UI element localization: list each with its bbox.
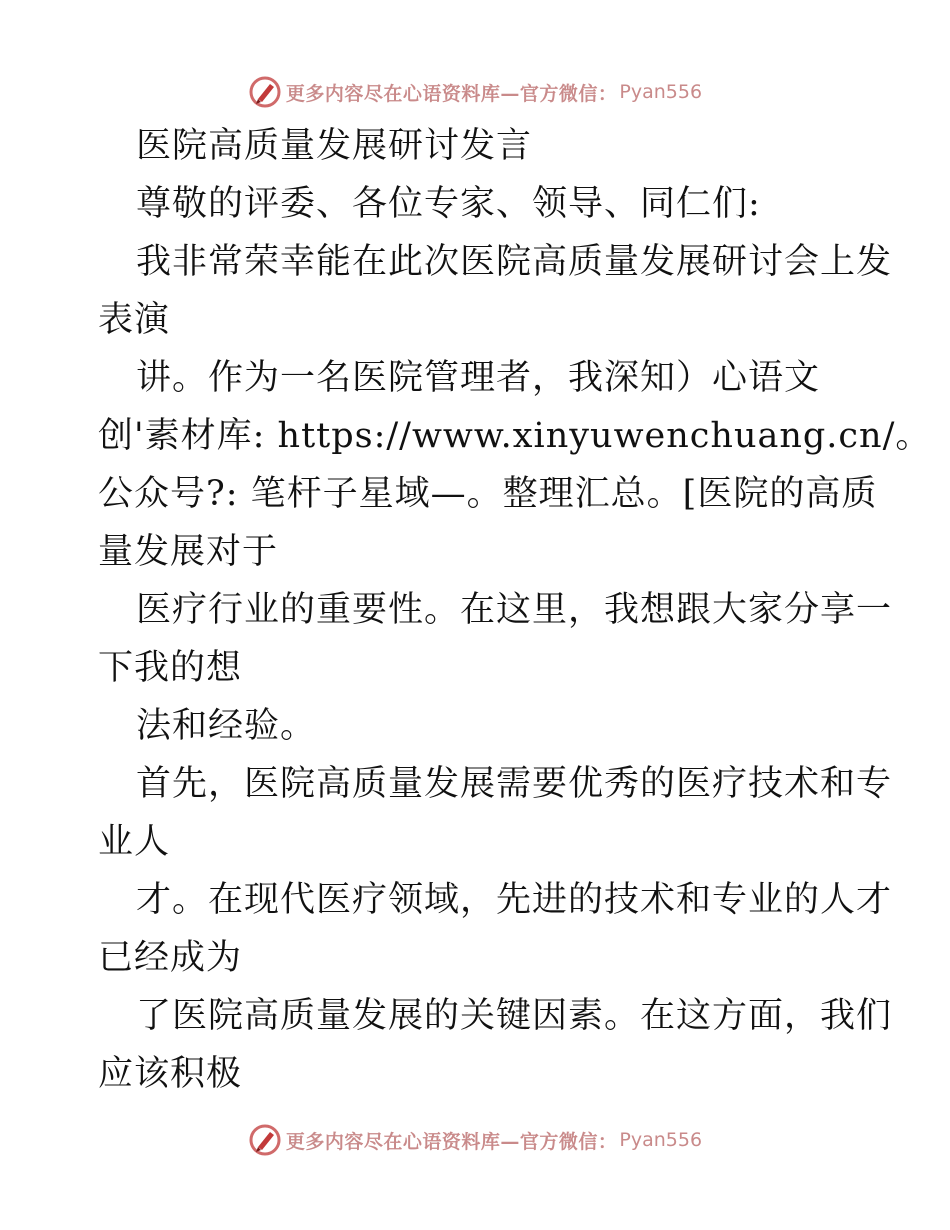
text-line: 已经成为 [98,938,243,978]
banner-text: 更多内容尽在心语资料库—官方微信： [285,1130,618,1153]
text-line: 公众号?: 笔杆子星域—。整理汇总。[医院的高质 [98,474,878,514]
text-line: 医疗行业的重要性。在这里，我想跟大家分享一 [136,590,893,630]
text-line: 创'素材库: https://www.xinyuwenchuang.cn/。 [98,416,932,456]
text-line: 业人 [98,822,171,862]
pen-logo-icon [248,1123,282,1157]
text-line: 尊敬的评委、各位专家、领导、同仁们: [136,184,761,224]
text-line: 讲。作为一名医院管理者，我深知）心语文 [136,358,821,398]
text-line: 下我的想 [98,648,243,688]
banner-wechat-id: Pyan556 [619,81,703,103]
text-line: 了医院高质量发展的关键因素。在这方面，我们 [136,996,893,1036]
text-line: 首先，医院高质量发展需要优秀的医疗技术和专 [136,764,893,804]
text-line: 应该积极 [98,1054,243,1094]
footer-banner [0,1120,950,1160]
text-line: 表演 [98,300,171,340]
text-line: 我非常荣幸能在此次医院高质量发展研讨会上发 [136,242,893,282]
text-line: 才。在现代医疗领域，先进的技术和专业的人才 [136,880,893,920]
banner-text: 更多内容尽在心语资料库—官方微信： [285,82,618,105]
text-line: 量发展对于 [98,532,279,572]
banner-wechat-id: Pyan556 [619,1129,703,1151]
header-banner [0,72,950,112]
text-line: 法和经验。 [136,706,317,746]
pen-logo-icon [248,75,282,109]
document-title: 医院高质量发展研讨发言 [136,126,533,166]
